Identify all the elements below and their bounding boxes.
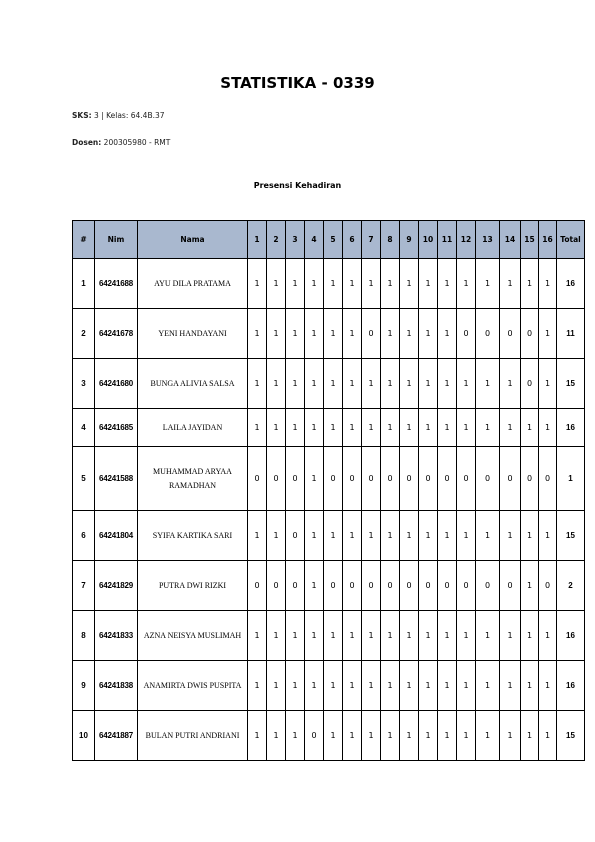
attendance-mark: 1 [400,309,419,359]
attendance-mark: 0 [286,511,305,561]
attendance-mark: 0 [539,447,557,511]
attendance-total: 16 [557,409,585,447]
column-header: Nama [138,221,248,259]
attendance-mark: 0 [457,309,476,359]
attendance-mark: 1 [539,611,557,661]
attendance-total: 2 [557,561,585,611]
attendance-mark: 1 [419,259,438,309]
attendance-mark: 0 [400,561,419,611]
attendance-mark: 1 [324,259,343,309]
attendance-mark: 0 [267,447,286,511]
attendance-mark: 1 [457,259,476,309]
page-title: STATISTIKA - 0339 [220,74,375,92]
student-nim: 64241688 [95,259,138,309]
attendance-mark: 1 [419,611,438,661]
attendance-mark: 1 [400,359,419,409]
attendance-mark: 1 [419,359,438,409]
attendance-mark: 0 [324,447,343,511]
attendance-mark: 1 [500,611,521,661]
student-nim: 64241833 [95,611,138,661]
attendance-mark: 1 [381,661,400,711]
attendance-mark: 1 [539,409,557,447]
student-name: YENI HANDAYANI [138,309,248,359]
attendance-mark: 1 [286,309,305,359]
attendance-mark: 0 [343,447,362,511]
student-nim: 64241829 [95,561,138,611]
attendance-mark: 1 [419,661,438,711]
attendance-total: 15 [557,359,585,409]
attendance-mark: 1 [457,711,476,761]
attendance-mark: 1 [438,661,457,711]
student-name: AZNA NEISYA MUSLIMAH [138,611,248,661]
column-header: 7 [362,221,381,259]
attendance-mark: 1 [500,711,521,761]
attendance-mark: 1 [539,359,557,409]
attendance-mark: 0 [521,447,539,511]
row-number: 8 [73,611,95,661]
attendance-mark: 1 [457,661,476,711]
table-row [73,359,585,409]
column-header: Nim [95,221,138,259]
attendance-mark: 0 [500,561,521,611]
attendance-mark: 1 [248,409,267,447]
attendance-mark: 0 [400,447,419,511]
row-number: 4 [73,409,95,447]
attendance-mark: 0 [500,447,521,511]
attendance-mark: 1 [343,309,362,359]
attendance-mark: 0 [248,447,267,511]
attendance-mark: 1 [539,309,557,359]
attendance-mark: 0 [286,561,305,611]
attendance-mark: 0 [457,447,476,511]
attendance-mark: 1 [305,359,324,409]
attendance-mark: 0 [521,309,539,359]
attendance-mark: 1 [521,259,539,309]
attendance-mark: 1 [305,409,324,447]
attendance-mark: 1 [419,511,438,561]
attendance-mark: 1 [438,409,457,447]
attendance-mark: 1 [381,309,400,359]
attendance-mark: 1 [400,711,419,761]
attendance-mark: 1 [305,511,324,561]
attendance-mark: 0 [343,561,362,611]
row-number: 5 [73,447,95,511]
attendance-mark: 1 [539,259,557,309]
attendance-mark: 1 [267,359,286,409]
attendance-mark: 1 [248,611,267,661]
attendance-mark: 0 [324,561,343,611]
attendance-mark: 1 [324,309,343,359]
sks-value: 3 | Kelas: 64.4B.37 [94,111,165,120]
attendance-mark: 1 [362,409,381,447]
column-header: 11 [438,221,457,259]
attendance-total: 16 [557,611,585,661]
table-row [73,611,585,661]
table-row [73,409,585,447]
attendance-total: 15 [557,511,585,561]
attendance-mark: 1 [305,447,324,511]
student-nim: 64241678 [95,309,138,359]
attendance-mark: 0 [457,561,476,611]
attendance-mark: 1 [521,409,539,447]
attendance-mark: 1 [476,511,500,561]
attendance-mark: 1 [286,611,305,661]
column-header: 1 [248,221,267,259]
column-header: 12 [457,221,476,259]
attendance-mark: 0 [248,561,267,611]
lecturer-info [72,138,170,147]
attendance-mark: 0 [419,447,438,511]
attendance-mark: 0 [267,561,286,611]
row-number: 7 [73,561,95,611]
attendance-mark: 1 [457,409,476,447]
column-header: 14 [500,221,521,259]
attendance-mark: 1 [324,711,343,761]
attendance-mark: 1 [400,511,419,561]
column-header: 4 [305,221,324,259]
attendance-mark: 1 [381,511,400,561]
attendance-mark: 1 [539,511,557,561]
student-name: BULAN PUTRI ANDRIANI [138,711,248,761]
attendance-mark: 0 [438,561,457,611]
attendance-mark: 1 [476,611,500,661]
attendance-mark: 1 [438,711,457,761]
attendance-mark: 1 [539,661,557,711]
attendance-mark: 1 [438,259,457,309]
attendance-mark: 1 [343,359,362,409]
attendance-mark: 1 [476,259,500,309]
column-header: 16 [539,221,557,259]
attendance-mark: 1 [286,359,305,409]
column-header: 8 [381,221,400,259]
attendance-total: 16 [557,661,585,711]
attendance-mark: 0 [500,309,521,359]
attendance-mark: 0 [438,447,457,511]
dosen-value: 200305980 - RMT [103,138,171,147]
student-nim: 64241588 [95,447,138,511]
attendance-mark: 1 [324,611,343,661]
attendance-mark: 1 [286,409,305,447]
attendance-mark: 0 [476,309,500,359]
attendance-mark: 1 [438,309,457,359]
column-header: 15 [521,221,539,259]
attendance-mark: 1 [267,259,286,309]
table-row [73,447,585,511]
student-name: ANAMIRTA DWIS PUSPITA [138,661,248,711]
attendance-mark: 1 [521,561,539,611]
attendance-mark: 1 [343,711,362,761]
attendance-mark: 0 [286,447,305,511]
attendance-mark: 1 [324,511,343,561]
attendance-mark: 1 [419,711,438,761]
attendance-mark: 1 [267,711,286,761]
attendance-mark: 1 [267,309,286,359]
attendance-mark: 1 [286,259,305,309]
attendance-mark: 0 [362,561,381,611]
column-header: 13 [476,221,500,259]
attendance-mark: 1 [476,711,500,761]
attendance-mark: 1 [362,359,381,409]
attendance-mark: 1 [267,511,286,561]
attendance-total: 11 [557,309,585,359]
student-nim: 64241804 [95,511,138,561]
column-header: 3 [286,221,305,259]
attendance-mark: 1 [476,359,500,409]
attendance-mark: 1 [419,309,438,359]
section-title: Presensi Kehadiran [253,181,342,190]
attendance-mark: 1 [305,309,324,359]
attendance-mark: 1 [267,661,286,711]
student-name: PUTRA DWI RIZKI [138,561,248,611]
row-number: 10 [73,711,95,761]
attendance-mark: 1 [248,359,267,409]
attendance-mark: 1 [438,511,457,561]
attendance-total: 16 [557,259,585,309]
attendance-mark: 1 [248,711,267,761]
attendance-mark: 1 [343,661,362,711]
column-header: 5 [324,221,343,259]
row-number: 6 [73,511,95,561]
attendance-mark: 1 [400,611,419,661]
attendance-mark: 1 [248,661,267,711]
student-nim: 64241838 [95,661,138,711]
row-number: 3 [73,359,95,409]
attendance-mark: 0 [419,561,438,611]
attendance-mark: 1 [500,661,521,711]
attendance-mark: 1 [438,611,457,661]
attendance-mark: 1 [305,611,324,661]
column-header: 10 [419,221,438,259]
attendance-mark: 1 [267,409,286,447]
course-info [72,111,165,120]
attendance-mark: 0 [476,447,500,511]
attendance-mark: 1 [305,561,324,611]
attendance-mark: 1 [457,511,476,561]
attendance-mark: 1 [438,359,457,409]
attendance-mark: 1 [521,611,539,661]
attendance-mark: 1 [381,611,400,661]
student-name: BUNGA ALIVIA SALSA [138,359,248,409]
attendance-mark: 0 [362,309,381,359]
column-header: # [73,221,95,259]
attendance-mark: 1 [324,661,343,711]
attendance-mark: 1 [286,661,305,711]
student-nim: 64241685 [95,409,138,447]
sks-label: SKS: [72,111,92,120]
attendance-mark: 1 [381,711,400,761]
student-nim: 64241680 [95,359,138,409]
attendance-mark: 1 [362,259,381,309]
row-number: 2 [73,309,95,359]
attendance-mark: 1 [381,409,400,447]
attendance-mark: 0 [362,447,381,511]
attendance-mark: 1 [362,511,381,561]
row-number: 9 [73,661,95,711]
attendance-mark: 1 [457,359,476,409]
attendance-mark: 1 [419,409,438,447]
dosen-label: Dosen: [72,138,102,147]
attendance-mark: 1 [343,409,362,447]
attendance-mark: 1 [248,259,267,309]
attendance-mark: 1 [343,511,362,561]
attendance-mark: 1 [248,511,267,561]
student-nim: 64241887 [95,711,138,761]
attendance-mark: 1 [539,711,557,761]
student-name: MUHAMMAD ARYAA RAMADHAN [138,447,248,511]
table-row [73,711,585,761]
attendance-mark: 0 [521,359,539,409]
attendance-mark: 1 [343,259,362,309]
attendance-mark: 1 [521,511,539,561]
table-row [73,661,585,711]
attendance-mark: 1 [362,611,381,661]
attendance-total: 1 [557,447,585,511]
attendance-mark: 1 [400,661,419,711]
student-name: SYIFA KARTIKA SARI [138,511,248,561]
attendance-mark: 0 [381,447,400,511]
table-row [73,511,585,561]
attendance-mark: 1 [305,259,324,309]
attendance-mark: 1 [521,711,539,761]
attendance-mark: 1 [248,309,267,359]
attendance-mark: 1 [381,359,400,409]
attendance-mark: 1 [400,409,419,447]
attendance-mark: 1 [476,409,500,447]
student-name: AYU DILA PRATAMA [138,259,248,309]
table-row [73,561,585,611]
attendance-mark: 1 [343,611,362,661]
column-header: Total [557,221,585,259]
attendance-mark: 1 [324,359,343,409]
attendance-mark: 0 [305,711,324,761]
attendance-mark: 1 [381,259,400,309]
column-header: 6 [343,221,362,259]
attendance-mark: 1 [267,611,286,661]
row-number: 1 [73,259,95,309]
attendance-mark: 1 [500,511,521,561]
attendance-mark: 1 [324,409,343,447]
attendance-mark: 1 [521,661,539,711]
student-name: LAILA JAYIDAN [138,409,248,447]
attendance-mark: 1 [362,711,381,761]
attendance-table [72,220,585,761]
attendance-mark: 1 [286,711,305,761]
attendance-total: 15 [557,711,585,761]
attendance-mark: 1 [500,359,521,409]
attendance-mark: 1 [400,259,419,309]
column-header: 2 [267,221,286,259]
attendance-mark: 0 [476,561,500,611]
attendance-mark: 1 [305,661,324,711]
attendance-mark: 1 [457,611,476,661]
column-header: 9 [400,221,419,259]
attendance-mark: 1 [500,409,521,447]
table-row [73,259,585,309]
attendance-mark: 1 [476,661,500,711]
attendance-mark: 0 [539,561,557,611]
attendance-mark: 1 [500,259,521,309]
table-header-row [73,221,585,259]
table-row [73,309,585,359]
attendance-mark: 0 [381,561,400,611]
attendance-mark: 1 [362,661,381,711]
